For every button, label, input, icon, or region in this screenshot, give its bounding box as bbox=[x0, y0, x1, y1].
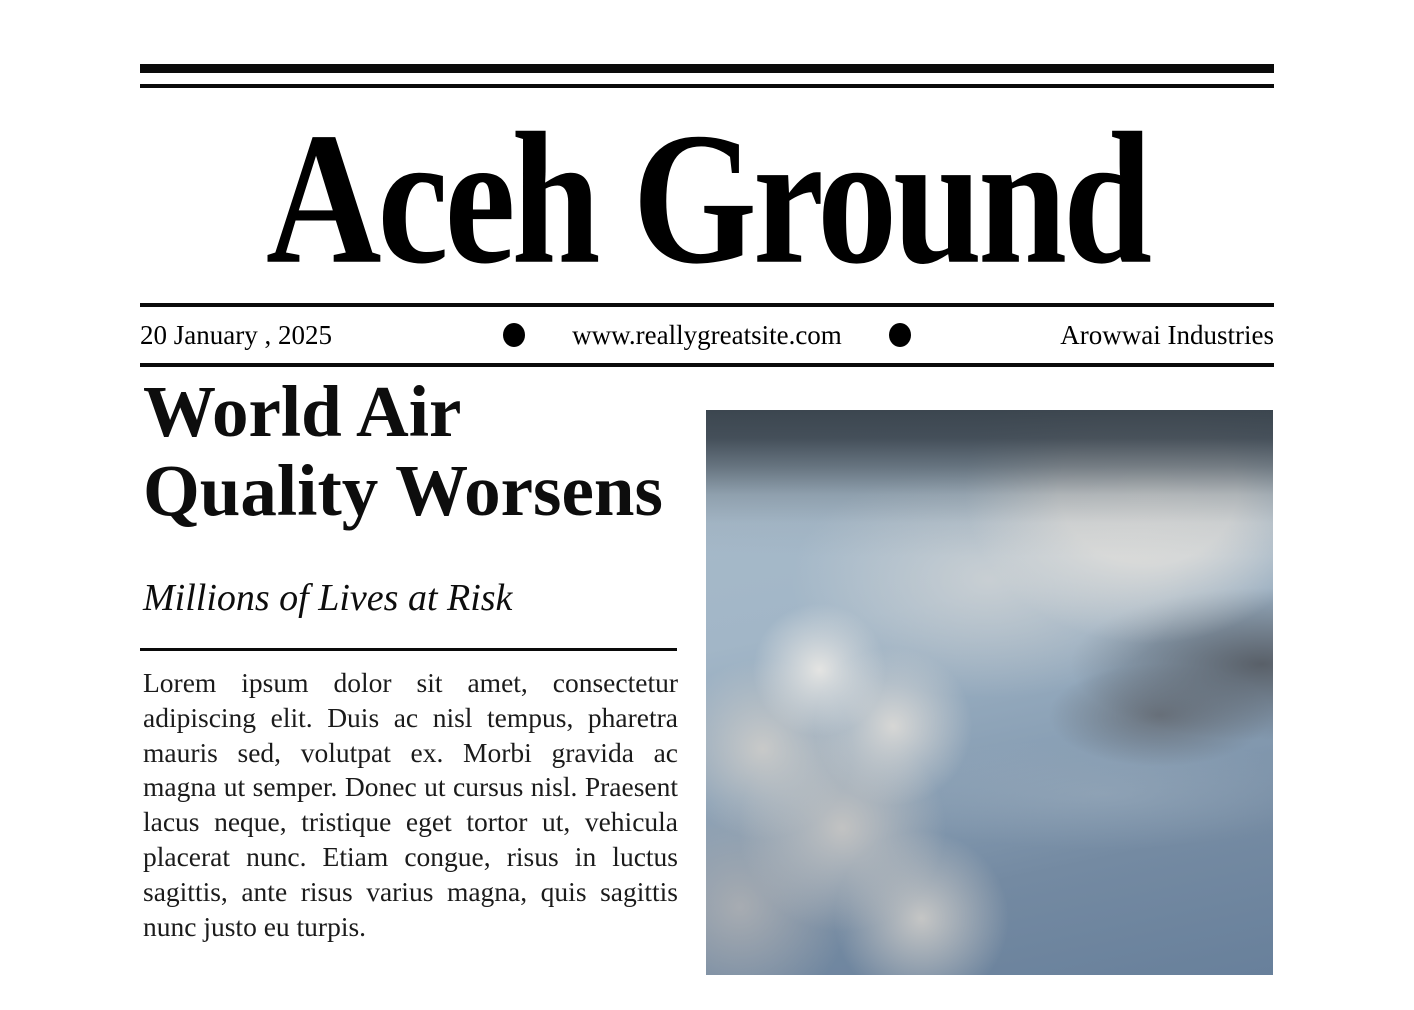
article-body: Lorem ipsum dolor sit amet, consectetur adipiscing elit. Duis ac nisl tempus, pharetra mauris sed, volutpat ex. Morbi gravida ac magna ut semper. Donec ut cursus nisl. Praesent lacus neque, tristique eget tortor ut, vehicula placerat nunc. Etiam congue, risus in luctus sagittis, ante risus varius magna, quis sagittis nunc justo eu turpis. bbox=[143, 667, 678, 942]
dateline-bar bbox=[140, 307, 1274, 363]
company-name: Arowwai Industries bbox=[1060, 319, 1274, 350]
article-headline: World Air Quality Worsens bbox=[143, 371, 663, 531]
masthead-title: Aceh Ground bbox=[265, 92, 1149, 303]
top-border-thick bbox=[140, 64, 1274, 73]
subheadline-divider bbox=[140, 648, 677, 651]
bullet-icon bbox=[503, 323, 525, 347]
dateline-divider bbox=[140, 363, 1274, 367]
issue-date: 20 January , 2025 bbox=[140, 319, 332, 350]
cloud-sky-photo bbox=[706, 410, 1273, 975]
website-text: www.reallygreatsite.com bbox=[572, 319, 842, 350]
bullet-icon bbox=[889, 323, 911, 347]
article-subheadline: Millions of Lives at Risk bbox=[143, 577, 513, 619]
